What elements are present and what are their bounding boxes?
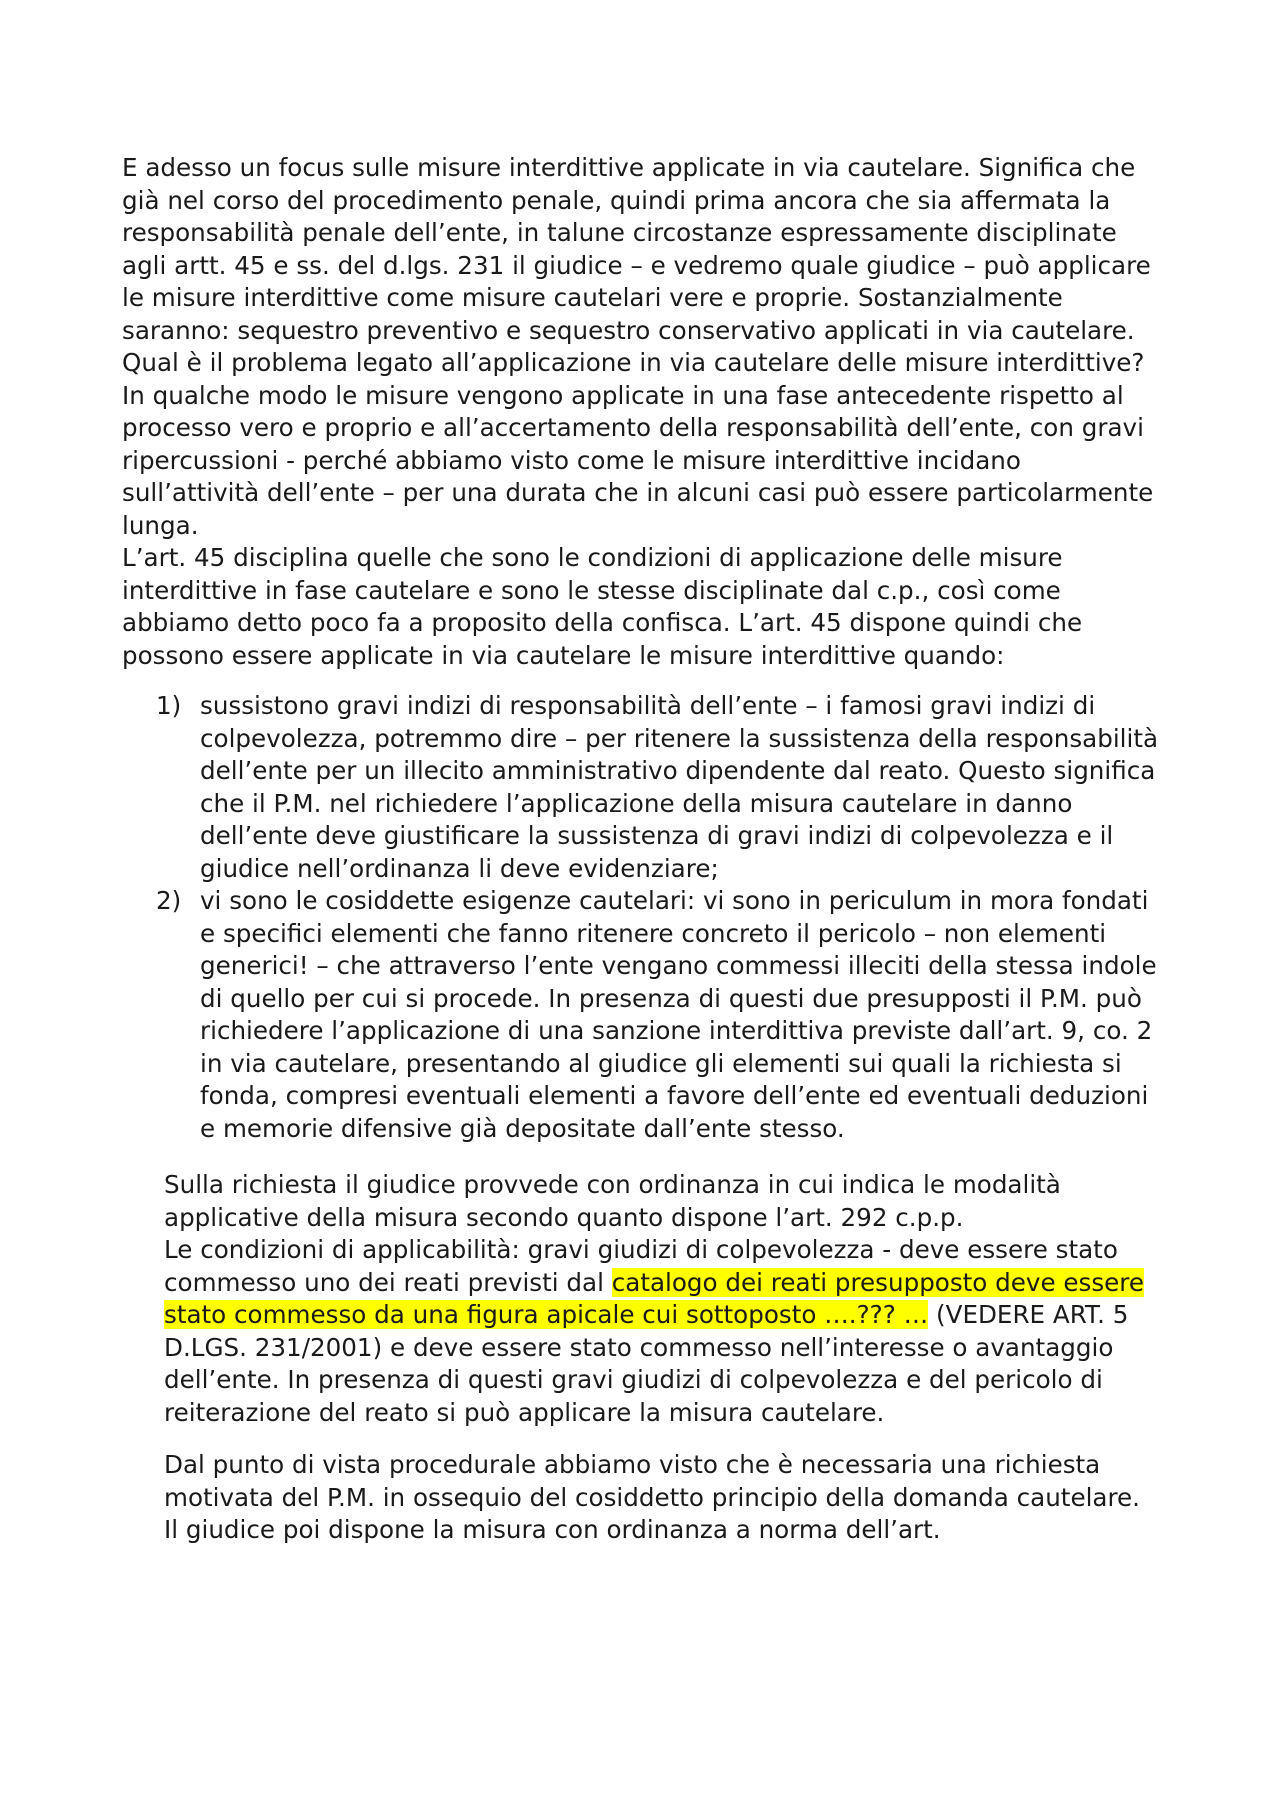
list-item (122, 690, 1160, 885)
intro-section (122, 152, 1160, 672)
paragraph-condizioni (164, 1234, 1160, 1429)
paragraph-intro: E adesso un focus sulle misure interdittive applicate in via cautelare. Significa che già nel corso del procedimento penale, quindi prima ancora che sia affermata la responsabilità penale dell’ente, in talune circostanze espressamente disciplinate agli artt. 45 e ss. del d.lgs. 231 il giudice – e vedremo quale giudice – può applicare le misure interdittive come misure cautelari vere e proprie. Sostanzialmente saranno: sequestro preventivo e sequestro conservativo applicati in via cautelare. (122, 153, 1151, 345)
condizioni-text-after: (VEDERE ART. 5 D.LGS. 231/2001) e deve essere stato commesso nell’interesse o avantaggio dell’ente. In presenza di questi gravi giudizi di colpevolezza e del pericolo di reiterazione del reato si può applicare la misura cautelare. (164, 1300, 1129, 1427)
list-item-number: 2) (156, 886, 182, 915)
list-item-text: vi sono le cosiddette esigenze cautelari: vi sono in periculum in mora fondati e specifici elementi che fanno ritenere concreto il pericolo – non elementi generici! – che attraverso l’ente vengano commessi illeciti della stessa indole di quello per cui si procede. In presenza di questi due presupposti il P.M. può richiedere l’applicazione di una sanzione interdittiva previste dall’art. 9, co. 2 in via cautelare, presentando al giudice gli elementi sui quali la richiesta si fonda, compresi eventuali elementi a favore dell’ente ed eventuali deduzioni e memorie difensive già depositate dall’ente stesso. (200, 886, 1157, 1143)
highlighted-text: catalogo dei reati presupposto deve essere stato commesso da una figura apicale cui sottoposto ….??? … (164, 1267, 1145, 1329)
paragraph-ordinanza: Sulla richiesta il giudice provvede con ordinanza in cui indica le modalità applicative della misura secondo quanto dispone l’art. 292 c.p.p. (164, 1170, 1061, 1232)
condizioni-text-before: Le condizioni di applicabilità: gravi giudizi di colpevolezza - deve essere stato commesso uno dei reati previsti dal (164, 1235, 1118, 1297)
paragraph-problem: Qual è il problema legato all’applicazione in via cautelare delle misure interdittive? In qualche modo le misure vengono applicate in una fase antecedente rispetto al processo vero e proprio e all’accertamento della responsabilità dell’ente, con gravi ripercussioni - perché abbiamo visto come le misure interdittive incidano sull’attività dell’ente – per una durata che in alcuni casi può essere particolarmente lunga. (122, 348, 1154, 540)
list-item-text: sussistono gravi indizi di responsabilità dell’ente – i famosi gravi indizi di colpevolezza, potremmo dire – per ritenere la sussistenza della responsabilità dell’ente per un illecito amministrativo dipendente dal reato. Questo significa che il P.M. nel richiedere l’applicazione della misura cautelare in danno dell’ente deve giustificare la sussistenza di gravi indizi di colpevolezza e il giudice nell’ordinanza li deve evidenziare; (200, 691, 1159, 883)
paragraph-procedurale: Dal punto di vista procedurale abbiamo visto che è necessaria una richiesta motivata del P.M. in ossequio del cosiddetto principio della domanda cautelare. Il giudice poi dispone la misura con ordinanza a norma dell’art. (164, 1450, 1141, 1544)
after-list-section (122, 1169, 1160, 1547)
conditions-list (122, 690, 1160, 1145)
paragraph-art45: L’art. 45 disciplina quelle che sono le condizioni di applicazione delle misure interdittive in fase cautelare e sono le stesse disciplinate dal c.p., così come abbiamo detto poco fa a proposito della confisca. L’art. 45 dispone quindi che possono essere applicate in via cautelare le misure interdittive quando: (122, 543, 1083, 670)
list-item-number: 1) (156, 691, 182, 720)
list-item (122, 885, 1160, 1145)
